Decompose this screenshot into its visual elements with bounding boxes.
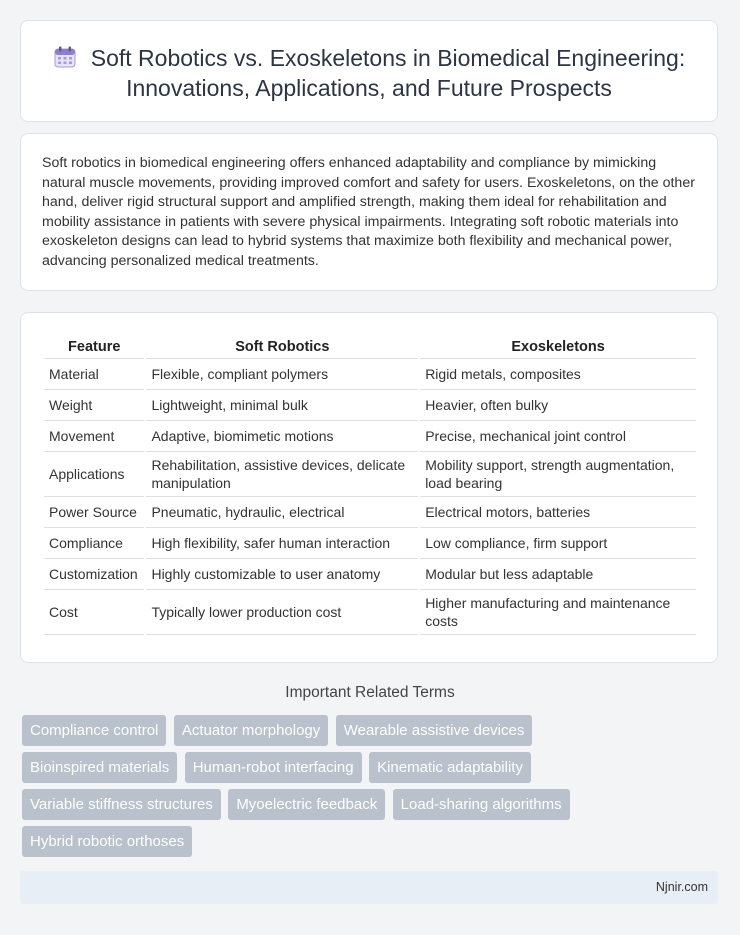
soft-robotics-cell: Flexible, compliant polymers <box>146 359 418 390</box>
footer-brand[interactable]: Njnir.com <box>655 880 708 894</box>
related-term-tag[interactable]: Human-robot interfacing <box>185 752 362 783</box>
page-title <box>21 43 717 103</box>
soft-robotics-cell: Adaptive, biomimetic motions <box>146 421 418 452</box>
page-title-text: Soft Robotics vs. Exoskeletons in Biomedical Engineering: Innovations, Applications, and Future Prospects <box>90 45 686 101</box>
table-row <box>44 559 696 590</box>
soft-robotics-cell: Rehabilitation, assistive devices, delicate manipulation <box>146 452 418 497</box>
related-terms-list <box>22 715 622 863</box>
related-term-tag[interactable]: Kinematic adaptability <box>369 752 531 783</box>
table-row <box>44 359 696 390</box>
soft-robotics-cell: Pneumatic, hydraulic, electrical <box>146 497 418 528</box>
column-header-soft-robotics: Soft Robotics <box>146 334 418 359</box>
column-header-exoskeletons: Exoskeletons <box>420 334 696 359</box>
summary-text: Soft robotics in biomedical engineering offers enhanced adaptability and compliance by mimicking natural muscle movements, providing improved comfort and safety for users. Exoskeletons, on the other hand, deliver rigid structural support and amplified strength, making them ideal for rehabilitation and mobility assistance in patients with severe physical impairments. Integrating soft robotic materials into exoskeleton designs can lead to hybrid systems that maximize both flexibility and mechanical power, advancing personalized medical treatments. <box>42 155 695 269</box>
exoskeletons-cell: Mobility support, strength augmentation, load bearing <box>420 452 696 497</box>
table-row <box>44 497 696 528</box>
feature-cell: Customization <box>44 559 144 590</box>
table-row <box>44 390 696 421</box>
table-row <box>44 452 696 497</box>
calendar-icon <box>53 45 77 69</box>
table-row <box>44 528 696 559</box>
title-card <box>20 20 718 122</box>
exoskeletons-cell: Low compliance, firm support <box>420 528 696 559</box>
related-term-tag[interactable]: Compliance control <box>22 715 166 746</box>
exoskeletons-cell: Modular but less adaptable <box>420 559 696 590</box>
comparison-card <box>20 312 718 663</box>
table-header-row <box>44 334 696 359</box>
feature-cell: Compliance <box>44 528 144 559</box>
exoskeletons-cell: Rigid metals, composites <box>420 359 696 390</box>
related-term-tag[interactable]: Actuator morphology <box>174 715 328 746</box>
table-row <box>44 421 696 452</box>
table-row <box>44 590 696 635</box>
exoskeletons-cell: Higher manufacturing and maintenance costs <box>420 590 696 635</box>
related-terms-heading: Important Related Terms <box>285 684 455 701</box>
feature-cell: Power Source <box>44 497 144 528</box>
related-term-tag[interactable]: Wearable assistive devices <box>336 715 533 746</box>
related-term-tag[interactable]: Myoelectric feedback <box>228 789 385 820</box>
soft-robotics-cell: High flexibility, safer human interaction <box>146 528 418 559</box>
column-header-feature: Feature <box>44 334 144 359</box>
footer-bar <box>20 871 718 904</box>
feature-cell: Cost <box>44 590 144 635</box>
soft-robotics-cell: Lightweight, minimal bulk <box>146 390 418 421</box>
feature-cell: Weight <box>44 390 144 421</box>
feature-cell: Applications <box>44 452 144 497</box>
soft-robotics-cell: Typically lower production cost <box>146 590 418 635</box>
exoskeletons-cell: Heavier, often bulky <box>420 390 696 421</box>
feature-cell: Movement <box>44 421 144 452</box>
related-term-tag[interactable]: Variable stiffness structures <box>22 789 221 820</box>
feature-cell: Material <box>44 359 144 390</box>
related-term-tag[interactable]: Load-sharing algorithms <box>393 789 570 820</box>
related-term-tag[interactable]: Hybrid robotic orthoses <box>22 826 192 857</box>
soft-robotics-cell: Highly customizable to user anatomy <box>146 559 418 590</box>
comparison-table <box>42 334 698 635</box>
exoskeletons-cell: Precise, mechanical joint control <box>420 421 696 452</box>
exoskeletons-cell: Electrical motors, batteries <box>420 497 696 528</box>
related-term-tag[interactable]: Bioinspired materials <box>22 752 177 783</box>
summary-card <box>20 133 718 291</box>
